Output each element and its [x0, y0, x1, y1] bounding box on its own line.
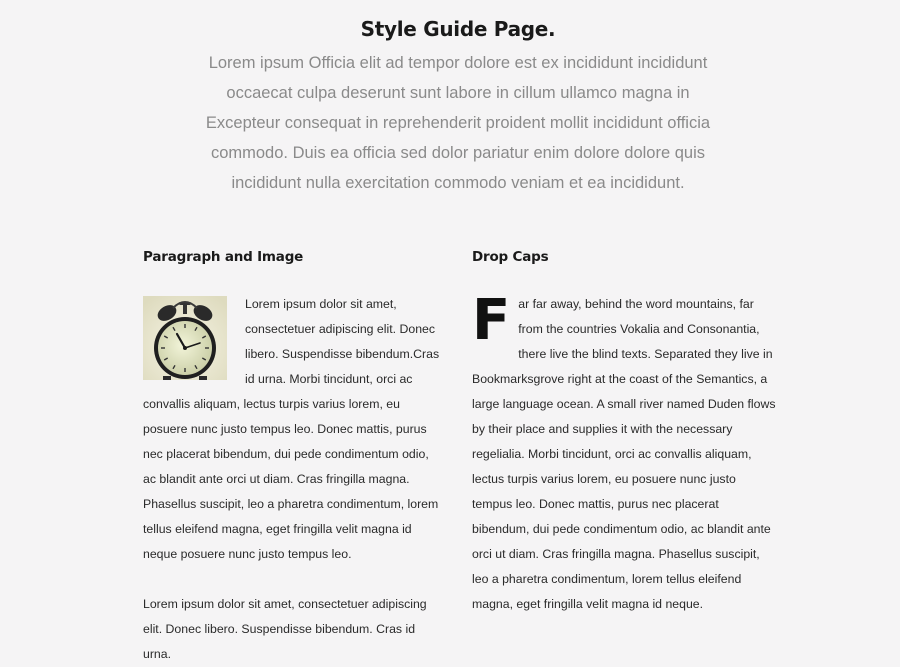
alarm-clock-icon: [143, 296, 227, 380]
drop-cap-paragraph-text: ar far away, behind the word mountains, far from the countries Vokalia and Consonantia, there live the blind texts. Separated they live in Bookmarksgrove right at the coast of the Semantics, a large language ocean. A small river named Duden flows by their place and supplies it with the necessary regelialia. Morbi tincidunt, orci ac convallis aliquam, lectus turpis varius lorem, eu posuere nunc justo tempus leo. Donec mattis, purus nec placerat bibendum, dui pede condimentum odio, ac blandit ante orci ut diam. Cras fringilla magna. Phasellus suscipit, leo a pharetra condimentum, lorem tellus eleifend magna, eget fringilla velit magna id neque.: [472, 297, 776, 611]
section-heading-drop-caps: Drop Caps: [472, 249, 549, 265]
drop-caps-section: [472, 246, 776, 617]
drop-cap-letter: F: [472, 288, 511, 353]
paragraph-and-image-section: [143, 246, 445, 667]
paragraph-with-image-text: Lorem ipsum dolor sit amet, consectetuer adipiscing elit. Donec libero. Suspendisse bibendum.Cras id urna. Morbi tincidunt, orci ac convallis aliquam, lectus turpis varius lorem, eu posuere nunc justo tempus leo. Donec mattis, purus nec placerat bibendum, dui pede condimentum odio, ac blandit ante orci ut diam. Cras fringilla magna. Phasellus suscipit, leo a pharetra condimentum, lorem tellus eleifend magna, eget fringilla velit magna id neque posuere nunc justo tempus leo.: [143, 297, 440, 561]
intro-paragraph: Lorem ipsum Officia elit ad tempor dolore est ex incididunt incididunt occaecat culpa deserunt sunt labore in cillum ullamco magna in Excepteur consequat in reprehenderit proident mollit incididunt officia commodo. Duis ea officia sed dolor pariatur enim dolore dolore quis incididunt nulla exercitation commodo veniam et ea incididunt.: [205, 54, 711, 192]
page-title: Style Guide Page.: [360, 17, 556, 42]
second-paragraph: Lorem ipsum dolor sit amet, consectetuer adipiscing elit. Donec libero. Suspendisse bibendum. Cras id urna.: [143, 597, 427, 661]
drop-cap-paragraph: [472, 288, 776, 617]
paragraph-with-image: [143, 292, 445, 567]
section-heading-paragraph-and-image: Paragraph and Image: [143, 249, 304, 265]
